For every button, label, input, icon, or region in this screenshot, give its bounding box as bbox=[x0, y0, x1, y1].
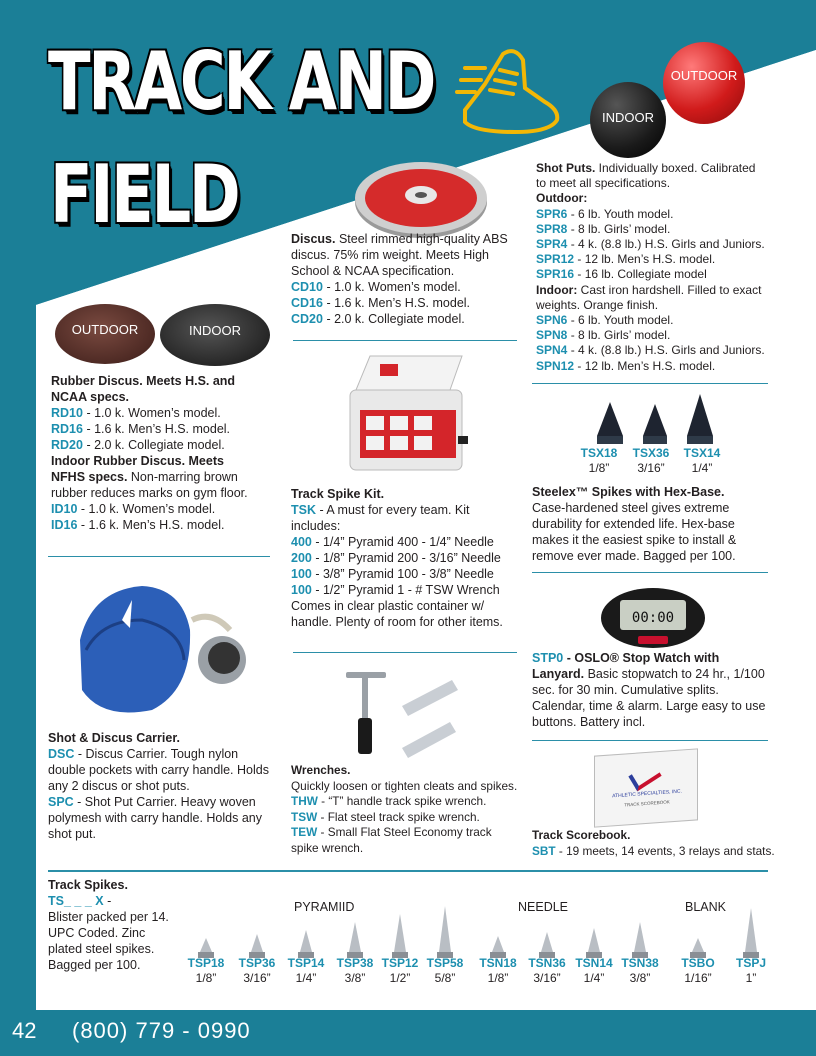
needle-group-label: NEEDLE bbox=[518, 900, 569, 914]
spike-code: TSX36 bbox=[632, 446, 670, 460]
item-desc: - 6 lb. Youth model. bbox=[567, 206, 674, 221]
item-code: SPR16 bbox=[536, 267, 575, 282]
track-spike-label bbox=[569, 956, 619, 986]
item-desc: - 1.0 k. Women’s model. bbox=[322, 280, 461, 294]
divider bbox=[532, 572, 768, 573]
black-indoor-shot-put-image bbox=[590, 82, 666, 158]
shot-puts-desc: Individually boxed. Calibrated to meet all specifications. bbox=[536, 161, 756, 191]
scorebook-cover-sub: TRACK SCOREBOOK bbox=[624, 799, 670, 808]
spike-code: TSPJ bbox=[735, 956, 766, 970]
spike-kit-code: TSK bbox=[291, 503, 316, 517]
pyramid-group-label: PYRAMIID bbox=[294, 900, 355, 914]
item-desc: - 6 lb. Youth model. bbox=[567, 313, 674, 328]
item-code: 200 bbox=[291, 551, 312, 565]
item-desc: - Flat steel track spike wrench. bbox=[317, 809, 480, 824]
divider bbox=[293, 652, 517, 653]
spike-kit-heading: Track Spike Kit. bbox=[291, 487, 385, 501]
carrier-block bbox=[48, 730, 272, 842]
track-spike-label bbox=[330, 956, 380, 986]
item-code: SPR6 bbox=[536, 206, 568, 221]
wrenches-image bbox=[340, 666, 470, 764]
item-code: TEW bbox=[291, 825, 318, 839]
indoor-rubber-discus-image bbox=[160, 304, 270, 366]
spike-kit-footer: Comes in clear plastic container w/ handle. Plenty of room for other items. bbox=[291, 599, 503, 629]
track-spike-label bbox=[726, 956, 776, 986]
divider bbox=[48, 870, 768, 872]
spike-tsp18-icon bbox=[198, 938, 214, 958]
item-code: CD20 bbox=[291, 312, 323, 326]
red-outdoor-shot-put-image bbox=[663, 42, 745, 124]
divider bbox=[293, 340, 517, 341]
carrier-heading: Shot & Discus Carrier. bbox=[48, 731, 180, 745]
item-code: 100 bbox=[291, 583, 312, 597]
item-desc: - 4 k. (8.8 lb.) H.S. Girls and Juniors. bbox=[567, 343, 765, 358]
item-desc: - 1.6 k. Men’s H.S. model. bbox=[82, 422, 231, 436]
outdoor-discus-label: OUTDOOR bbox=[71, 321, 139, 337]
item-desc: - 8 lb. Girls’ model. bbox=[567, 221, 671, 236]
steelex-desc: Case-hardened steel gives extreme durability for extended life. Hex-base makes it the easiest spike to install & remove ever made. Bagged per 100. bbox=[532, 501, 737, 563]
outdoor-rubber-discus-image bbox=[55, 304, 155, 364]
spike-code: TSN38 bbox=[621, 956, 659, 970]
item-code: SPN8 bbox=[536, 328, 568, 343]
track-spike-label bbox=[473, 956, 523, 986]
item-desc: - 12 lb. Men’s H.S. model. bbox=[574, 358, 716, 373]
page-footer bbox=[0, 1010, 816, 1056]
spike-code: TSP58 bbox=[426, 956, 464, 970]
item-code: SPN4 bbox=[536, 343, 568, 358]
spike-tsp36-icon bbox=[249, 934, 265, 958]
spike-tsp14-icon bbox=[298, 930, 314, 958]
item-desc: - Small Flat Steel Economy track spike wrench. bbox=[291, 825, 492, 855]
item-desc: - Shot Put Carrier. Heavy woven polymesh with carry handle. Holds any shot put. bbox=[48, 795, 262, 841]
item-desc: - 16 lb. Collegiate model bbox=[574, 267, 707, 282]
track-spike-label bbox=[375, 956, 425, 986]
scorebook-image bbox=[594, 748, 698, 827]
track-spike-label bbox=[420, 956, 470, 986]
spike-kit-image bbox=[340, 350, 470, 480]
spike-size: 1/4” bbox=[583, 971, 605, 985]
track-spikes-code-suffix: - bbox=[103, 894, 112, 908]
item-desc: - 4 k. (8.8 lb.) H.S. Girls and Juniors. bbox=[567, 237, 765, 252]
rubber-discus-block bbox=[51, 373, 251, 533]
rubber-discus-heading: Rubber Discus. Meets H.S. and NCAA specs. bbox=[51, 374, 236, 404]
spike-tsp12-icon bbox=[392, 914, 408, 958]
discus-heading: Discus. bbox=[291, 232, 336, 246]
steelex-block bbox=[532, 484, 768, 564]
item-code: RD16 bbox=[51, 422, 83, 436]
indoor-discus-label: INDOOR bbox=[189, 322, 241, 338]
spike-size: 1/2” bbox=[389, 971, 411, 985]
spike-tsp58-icon bbox=[437, 906, 453, 958]
scorebook-logo bbox=[628, 761, 661, 792]
spike-code: TSX18 bbox=[580, 446, 618, 460]
scorebook-heading: Track Scorebook. bbox=[532, 828, 631, 842]
svg-text:00:00: 00:00 bbox=[631, 610, 675, 626]
item-desc: - 1/4” Pyramid 400 - 1/4” Needle bbox=[311, 535, 494, 549]
page-title-line1: TRACK AND bbox=[48, 35, 435, 128]
spike-size: 1” bbox=[745, 971, 757, 985]
steelex-spikes-image bbox=[585, 392, 735, 448]
stopwatch-image bbox=[598, 580, 708, 652]
steelex-spike-label bbox=[626, 446, 676, 476]
discus-desc: Steel rimmed high-quality ABS discus. 75% rim weight. Meets High School & NCAA specification. bbox=[291, 232, 508, 278]
spike-code: TSN18 bbox=[479, 956, 517, 970]
spike-tsbo-icon bbox=[690, 938, 706, 958]
track-spikes-code: TS_ _ _ X bbox=[48, 894, 104, 908]
phone-number: (800) 779 - 0990 bbox=[72, 1018, 251, 1043]
item-code: ID16 bbox=[51, 518, 78, 532]
spike-code: TSBO bbox=[681, 956, 715, 970]
spike-size: 1/4” bbox=[691, 461, 713, 475]
track-spike-label bbox=[522, 956, 572, 986]
spike-code: TSP38 bbox=[336, 956, 374, 970]
indoor-heading: Indoor: bbox=[536, 282, 578, 297]
stopwatch-code: STP0 bbox=[532, 651, 564, 665]
item-code: THW bbox=[291, 794, 318, 808]
spike-size: 3/16” bbox=[533, 971, 561, 985]
indoor-desc: Cast iron hardshell. Filled to exact weights. Orange finish. bbox=[536, 282, 762, 312]
item-desc: - 2.0 k. Collegiate model. bbox=[322, 312, 465, 326]
item-code: CD10 bbox=[291, 280, 323, 294]
wrenches-block bbox=[291, 763, 521, 856]
spike-size: 1/4” bbox=[295, 971, 317, 985]
spike-kit-block bbox=[291, 486, 517, 630]
item-desc: - Discus Carrier. Tough nylon double pockets with carry handle. Holds any 2 discus or shot puts. bbox=[48, 747, 269, 793]
page-number: 42 bbox=[12, 1018, 37, 1043]
spike-code: TSP12 bbox=[381, 956, 419, 970]
scorebook-block bbox=[532, 827, 778, 859]
item-code: SPR4 bbox=[536, 237, 568, 252]
spike-code: TSP36 bbox=[238, 956, 276, 970]
track-spikes-desc: Blister packed per 14. UPC Coded. Zinc plated steel spikes. Bagged per 100. bbox=[48, 910, 169, 972]
spike-size: 3/8” bbox=[629, 971, 651, 985]
spike-tsn14-icon bbox=[586, 928, 602, 958]
item-code: RD10 bbox=[51, 406, 83, 420]
spike-code: TSP14 bbox=[287, 956, 325, 970]
scorebook-code: SBT bbox=[532, 844, 556, 858]
item-desc: - 1/2” Pyramid 1 - # TSW Wrench bbox=[311, 583, 500, 597]
spike-size: 1/8” bbox=[487, 971, 509, 985]
divider bbox=[532, 383, 768, 384]
spike-size: 1/8” bbox=[195, 971, 217, 985]
wrenches-desc: Quickly loosen or tighten cleats and spikes. bbox=[291, 778, 518, 793]
item-code: SPC bbox=[48, 795, 74, 809]
stopwatch-desc: Basic stopwatch to 24 hr., 1/100 sec. for 30 min. Cumulative splits. Calendar, time & alarm. Large easy to use buttons. Battery incl. bbox=[532, 667, 766, 729]
item-desc: - 1.0 k. Women’s model. bbox=[82, 406, 221, 420]
outdoor-ball-label: OUTDOOR bbox=[670, 67, 738, 83]
spike-tsp38-icon bbox=[347, 922, 363, 958]
item-desc: - 2.0 k. Collegiate model. bbox=[82, 438, 225, 452]
stopwatch-block bbox=[532, 650, 768, 730]
item-code: SPN6 bbox=[536, 313, 568, 328]
track-spike-label bbox=[673, 956, 723, 986]
indoor-rubber-discus-heading: Indoor Rubber Discus. Meets NFHS specs. bbox=[51, 454, 224, 484]
item-code: TSW bbox=[291, 809, 318, 824]
spike-code: TSN14 bbox=[575, 956, 613, 970]
spike-code: TSN36 bbox=[528, 956, 566, 970]
item-desc: - 1.6 k. Men’s H.S. model. bbox=[322, 296, 471, 310]
track-spikes-image bbox=[180, 900, 780, 960]
steelex-spike-label bbox=[677, 446, 727, 476]
item-code: SPR12 bbox=[536, 252, 575, 267]
item-desc: - 3/8” Pyramid 100 - 3/8” Needle bbox=[311, 567, 494, 581]
spike-kit-desc: - A must for every team. Kit includes: bbox=[291, 503, 470, 533]
page-title-line2: FIELD bbox=[50, 148, 239, 241]
item-desc: - 12 lb. Men’s H.S. model. bbox=[574, 252, 716, 267]
discus-carrier-image bbox=[72, 580, 254, 725]
item-desc: - 1/8” Pyramid 200 - 3/16” Needle bbox=[311, 551, 501, 565]
indoor-ball-label: INDOOR bbox=[602, 109, 654, 125]
item-code: CD16 bbox=[291, 296, 323, 310]
scorebook-desc: - 19 meets, 14 events, 3 relays and stats. bbox=[555, 844, 775, 858]
spike-tsn36-icon bbox=[539, 932, 555, 958]
spike-size: 1/16” bbox=[684, 971, 712, 985]
stopwatch-heading: - OSLO® Stop Watch with Lanyard. bbox=[532, 651, 720, 681]
track-spike-label bbox=[232, 956, 282, 986]
wrenches-heading: Wrenches. bbox=[291, 763, 351, 777]
item-code: SPR8 bbox=[536, 221, 568, 236]
divider bbox=[532, 740, 768, 741]
item-code: ID10 bbox=[51, 502, 78, 516]
outdoor-heading: Outdoor: bbox=[536, 191, 588, 206]
track-spike-label bbox=[281, 956, 331, 986]
spike-code: TSP18 bbox=[187, 956, 225, 970]
track-spike-label bbox=[615, 956, 665, 986]
spike-size: 1/8” bbox=[588, 461, 610, 475]
item-desc: - “T” handle track spike wrench. bbox=[317, 794, 487, 808]
spike-size: 3/8” bbox=[344, 971, 366, 985]
spike-size: 3/16” bbox=[243, 971, 271, 985]
spike-size: 3/16” bbox=[637, 461, 665, 475]
item-code: 100 bbox=[291, 567, 312, 581]
shot-puts-block bbox=[536, 161, 768, 374]
divider bbox=[48, 556, 270, 557]
spike-tsn38-icon bbox=[632, 922, 648, 958]
item-desc: - 1.6 k. Men’s H.S. model. bbox=[77, 518, 225, 532]
discus-block bbox=[291, 231, 513, 327]
running-shoe-icon bbox=[455, 40, 565, 140]
indoor-rubber-discus-desc: Non-marring brown rubber reduces marks on gym floor. bbox=[51, 470, 248, 500]
item-code: DSC bbox=[48, 747, 75, 761]
item-code: RD20 bbox=[51, 438, 83, 452]
track-spikes-heading: Track Spikes. bbox=[48, 878, 128, 892]
spike-code: TSX14 bbox=[683, 446, 721, 460]
item-desc: - 8 lb. Girls’ model. bbox=[567, 328, 671, 343]
track-spike-label bbox=[181, 956, 231, 986]
blank-group-label: BLANK bbox=[685, 900, 726, 914]
spike-tspj-icon bbox=[743, 908, 759, 958]
spike-tsn18-icon bbox=[490, 936, 506, 958]
discus-image bbox=[352, 158, 490, 240]
steelex-heading: Steelex™ Spikes with Hex-Base. bbox=[532, 485, 725, 499]
steelex-spike-label bbox=[574, 446, 624, 476]
item-code: SPN12 bbox=[536, 358, 575, 373]
item-code: 400 bbox=[291, 535, 312, 549]
spike-size: 5/8” bbox=[434, 971, 456, 985]
track-spikes-block bbox=[48, 877, 188, 973]
scorebook-cover-title: ATHLETIC SPECIALTIES, INC. bbox=[612, 788, 682, 800]
item-desc: - 1.0 k. Women’s model. bbox=[77, 502, 216, 516]
shot-puts-heading: Shot Puts. bbox=[536, 161, 596, 175]
